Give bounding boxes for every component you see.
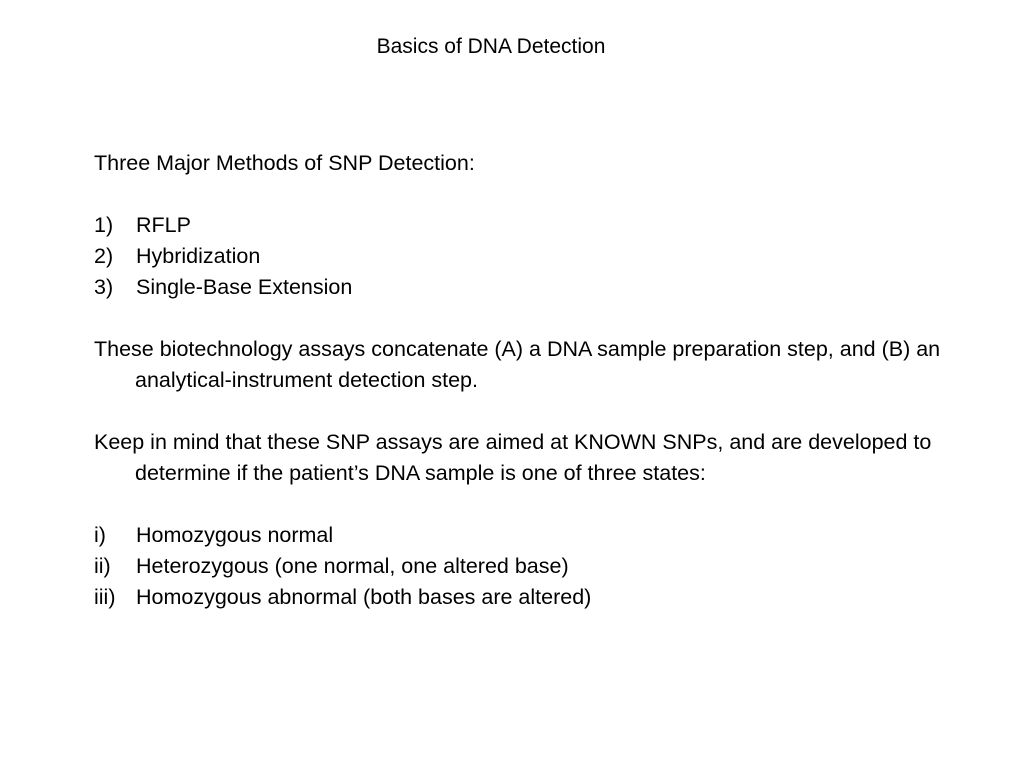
assays-paragraph: These biotechnology assays concatenate (A) a DNA sample preparation step, and (B) an analytical-instrument detection step. [94,337,941,392]
snps-paragraph: Keep in mind that these SNP assays are aimed at KNOWN SNPs, and are developed to determine if the patient’s DNA sample is one of three states: [94,430,932,485]
list-item-text: Hybridization [136,244,261,268]
spacer [94,303,994,334]
list-item-number: ii) [94,554,111,578]
list-item [94,210,994,241]
states-list [94,520,994,613]
list-item-number: 1) [94,213,114,237]
spacer [94,396,994,427]
spacer [94,489,994,520]
list-item-text: Homozygous normal [136,523,334,547]
slide-title: Basics of DNA Detection [376,35,606,58]
list-item-number: i) [94,523,106,547]
list-item-text: Single-Base Extension [136,275,353,299]
slide-body [94,148,994,613]
list-item [94,241,994,272]
list-item [94,272,994,303]
list-item-text: Homozygous abnormal (both bases are altered) [136,585,592,609]
list-item [94,582,994,613]
methods-list [94,210,994,303]
list-item-text: RFLP [136,213,191,237]
list-item-number: 2) [94,244,114,268]
list-item [94,551,994,582]
spacer [94,179,994,210]
list-item-number: iii) [94,585,116,609]
list-item [94,520,994,551]
list-item-number: 3) [94,275,114,299]
list-item-text: Heterozygous (one normal, one altered base) [136,554,569,578]
methods-heading: Three Major Methods of SNP Detection: [94,151,475,175]
